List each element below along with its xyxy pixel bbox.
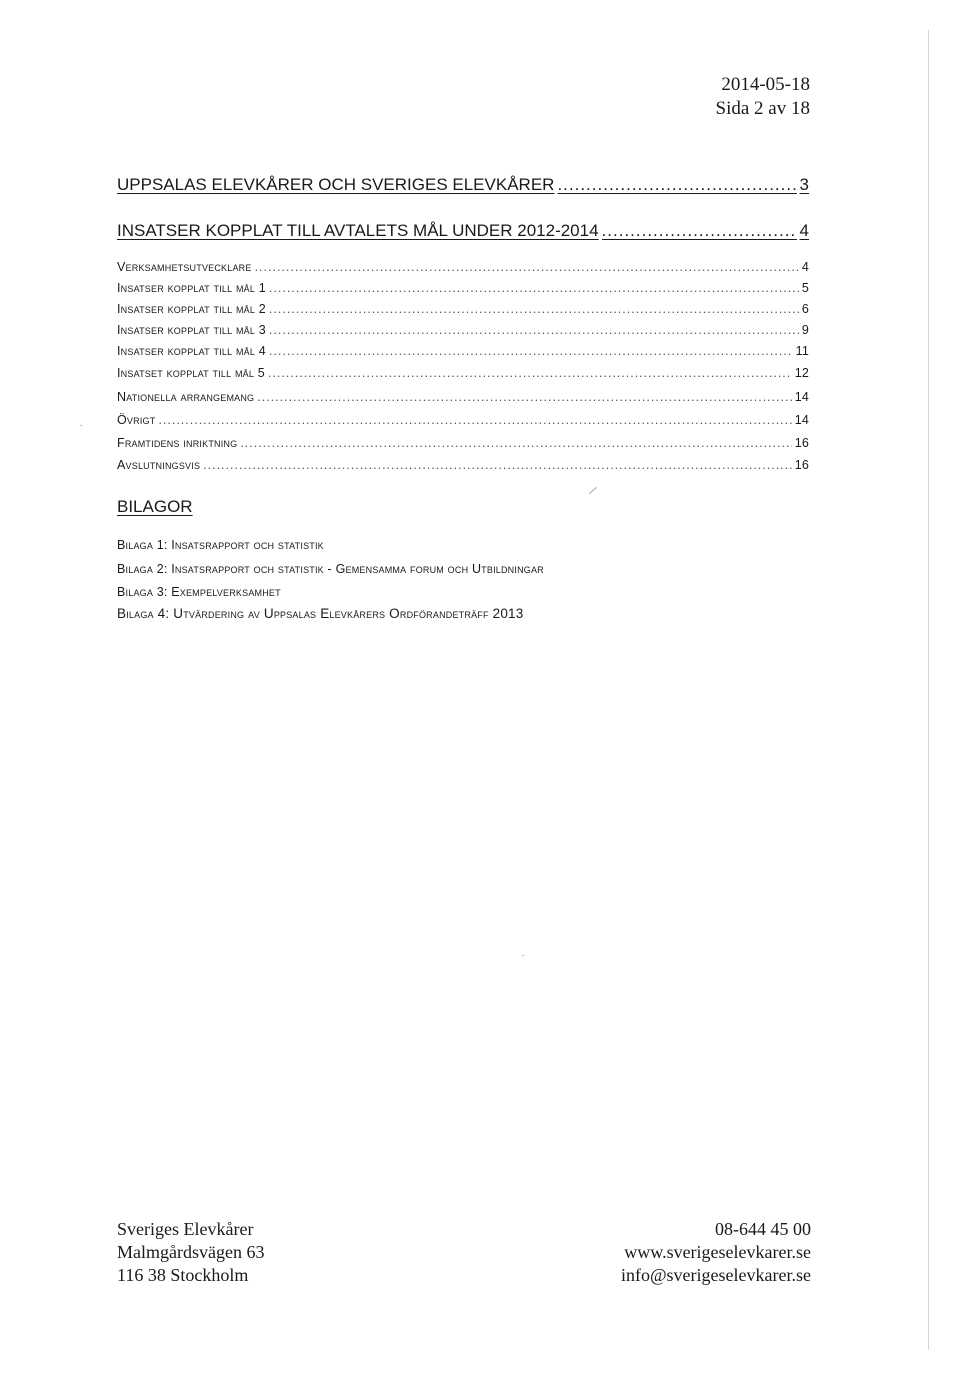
toc-entry-minor[interactable]: [117, 458, 809, 472]
toc-entry-page: 4: [801, 260, 809, 274]
toc-entry-page: 11: [795, 344, 809, 358]
toc-entry-label: Framtidens inriktning: [117, 436, 238, 450]
footer-web-link[interactable]: www.sverigeselevkarer.se: [624, 1242, 811, 1262]
footer-phone: 08-644 45 00: [715, 1219, 811, 1239]
bilaga-item: Bilaga 2: Insatsrapport och statistik - Gemensamma forum och Utbildningar: [117, 562, 544, 576]
toc-leader-dots: [269, 323, 799, 337]
toc-entry-label: Insatser kopplat till mål 2: [117, 302, 266, 316]
bilagor-heading: BILAGOR: [117, 497, 193, 516]
toc-entry-page: 3: [799, 175, 809, 194]
toc-entry-page: 12: [794, 366, 809, 380]
footer-address: [117, 1218, 264, 1287]
bilaga-item: Bilaga 1: Insatsrapport och statistik: [117, 538, 324, 552]
toc-entry-label: Övrigt: [117, 413, 156, 427]
toc-entry-label: Nationella arrangemang: [117, 390, 255, 404]
toc-entry-minor[interactable]: [117, 302, 809, 316]
toc-entry-page: 9: [801, 323, 809, 337]
toc-entry-page: 4: [799, 221, 809, 240]
toc-entry-minor[interactable]: [117, 260, 809, 274]
scan-speck: [80, 425, 82, 426]
toc-leader-dots: [602, 221, 797, 241]
toc-entry-label: Insatser kopplat till mål 4: [117, 344, 266, 358]
header-date: 2014-05-18: [721, 74, 810, 95]
toc-entry-minor[interactable]: [117, 413, 809, 427]
toc-entry-page: 16: [794, 458, 809, 472]
scan-speck: [589, 487, 597, 494]
toc-leader-dots: [269, 281, 799, 295]
toc-leader-dots: [257, 390, 791, 404]
page-header: [716, 73, 810, 121]
toc-entry-label: UPPSALAS ELEVKÅRER OCH SVERIGES ELEVKÅRER: [117, 175, 555, 194]
scan-edge-line: [928, 30, 929, 1350]
footer-contact: [621, 1218, 811, 1287]
toc-entry-label: Insatset kopplat till mål 5: [117, 366, 265, 380]
footer-city: 116 38 Stockholm: [117, 1265, 249, 1285]
bilaga-item: Bilaga 4: Utvärdering av Uppsalas Elevkårers Ordförandeträff 2013: [117, 606, 524, 621]
toc-entry-label: INSATSER KOPPLAT TILL AVTALETS MÅL UNDER 2012-2014: [117, 221, 599, 240]
toc-leader-dots: [557, 175, 796, 195]
bilaga-item: Bilaga 3: Exempelverksamhet: [117, 585, 281, 599]
toc-entry-minor[interactable]: [117, 436, 809, 450]
toc-entry-label: Insatser kopplat till mål 3: [117, 323, 266, 337]
toc-entry-page: 6: [801, 302, 809, 316]
toc-entry-page: 5: [801, 281, 809, 295]
scan-speck: [522, 955, 524, 956]
toc-entry-label: Avslutningsvis: [117, 458, 201, 472]
toc-leader-dots: [268, 366, 792, 380]
toc-entry-label: Verksamhetsutvecklare: [117, 260, 252, 274]
toc-entry-minor[interactable]: [117, 390, 809, 404]
footer-org: Sveriges Elevkårer: [117, 1219, 254, 1239]
toc-entry-major[interactable]: [117, 175, 809, 195]
toc-leader-dots: [240, 436, 791, 450]
toc-entry-page: 16: [794, 436, 809, 450]
toc-entry-label: Insatser kopplat till mål 1: [117, 281, 266, 295]
footer-email-link[interactable]: info@sverigeselevkarer.se: [620, 1265, 811, 1285]
toc-leader-dots: [203, 458, 792, 472]
toc-leader-dots: [269, 302, 799, 316]
toc-leader-dots: [255, 260, 799, 274]
toc-leader-dots: [269, 344, 793, 358]
toc-entry-major[interactable]: [117, 221, 809, 241]
toc-entry-minor[interactable]: [117, 323, 809, 337]
toc-entry-minor[interactable]: [117, 281, 809, 295]
footer-street: Malmgårdsvägen 63: [117, 1242, 265, 1262]
toc-leader-dots: [158, 413, 791, 427]
toc-entry-page: 14: [794, 413, 809, 427]
toc-entry-minor[interactable]: [117, 344, 809, 358]
header-page-number: Sida 2 av 18: [715, 98, 810, 119]
toc-entry-minor[interactable]: [117, 366, 809, 380]
toc-entry-page: 14: [794, 390, 809, 404]
